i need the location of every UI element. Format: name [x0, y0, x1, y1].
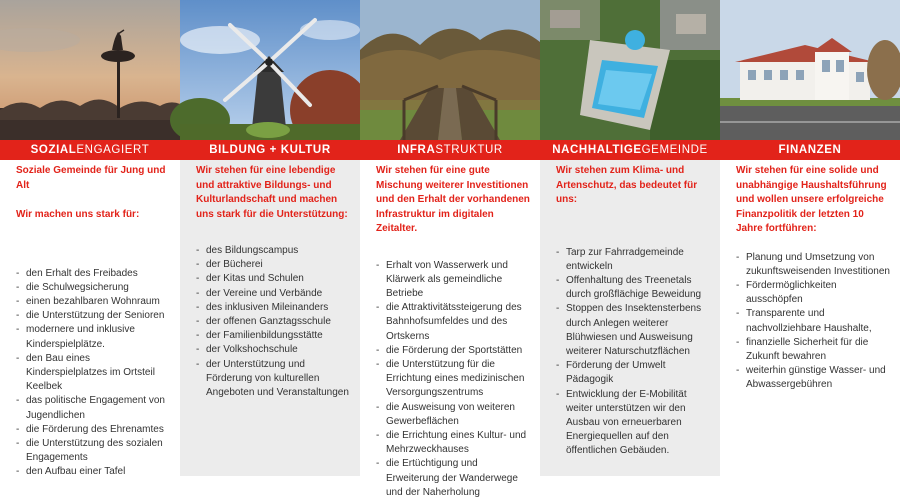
heading-bildung: BILDUNG + KULTUR [180, 140, 360, 160]
list-item: - die Unterstützung des sozialen Engagements [16, 437, 170, 465]
list-bildung [196, 244, 350, 400]
list-item: - das politische Engagement von Jugendlichen [16, 394, 170, 422]
list-item: - den Bau eines Kinderspielplatzes im Ortsteil Keelbek [16, 352, 170, 395]
list-item: - die Schulwegsicherung [16, 281, 170, 295]
list-finanzen [736, 251, 890, 393]
column-finanzen [720, 0, 900, 476]
list-item: - finanzielle Sicherheit für die Zukunft bewahren [736, 336, 890, 364]
pool-aerial-photo [540, 0, 720, 140]
list-item: - der offenen Ganztagsschule [196, 315, 350, 329]
list-item: - modernere und inklusive Kinderspielplätze. [16, 323, 170, 351]
intro-finanzen: Wir stehen für eine solide und unabhängige Haushaltsführung und wollen unsere erfolgreiche Finanzpolitik der letzten 10 Jahre fortführen: [736, 165, 887, 234]
bridge-photo [360, 0, 540, 140]
list-item: - die Ertüchtigung und Erweiterung der Wanderwege und der Naherholung [376, 457, 530, 500]
list-item: - weiterhin günstige Wasser- und Abwassergebühren [736, 364, 890, 392]
list-item: - der Bücherei [196, 258, 350, 272]
list-item: - die Förderung des Ehrenamtes [16, 423, 170, 437]
column-infrastruktur [360, 0, 540, 498]
list-item: - einen bezahlbaren Wohnraum [16, 295, 170, 309]
column-nachhaltig [540, 0, 720, 476]
list-sozial [16, 267, 170, 480]
windmill-photo [180, 0, 360, 140]
list-item: - Offenhaltung des Treenetals durch großflächige Beweidung [556, 274, 710, 302]
list-item: - Stoppen des Insektensterbens durch Anlegen weiterer Blühwiesen und Ausweisung weiterer Naturschutzflächen [556, 302, 710, 359]
list-item: - die Förderung der Sportstätten [376, 344, 530, 358]
list-item: - des inklusiven Mileinanders [196, 301, 350, 315]
intro-sozial: Soziale Gemeinde für Jung und Alt Wir machen uns stark für: [16, 165, 166, 220]
list-item: - der Familienbildungsstätte [196, 329, 350, 343]
list-item: - Tarp zur Fahrradgemeinde entwickeln [556, 246, 710, 274]
list-infrastruktur [376, 259, 530, 500]
list-item: - Transparente und nachvollziehbare Haushalte, [736, 307, 890, 335]
list-item: - Erhalt von Wasserwerk und Klärwerk als gemeindliche Betriebe [376, 259, 530, 302]
list-item: - Entwicklung der E-Mobilität weiter unterstützen wir den Ausbau von erneuerbaren Energiequellen auf den öffentlichen Gebäuden. [556, 388, 710, 459]
intro-bildung: Wir stehen für eine lebendige und attraktive Bildungs- und Kulturlandschaft und machen uns stark für die Unterstützung: [196, 165, 348, 220]
column-bildung [180, 0, 360, 476]
heading-finanzen: FINANZEN [720, 140, 900, 160]
list-item: - des Bildungscampus [196, 244, 350, 258]
column-sozial [0, 0, 180, 476]
list-item: - der Unterstützung und Förderung von kulturellen Angeboten und Veranstaltungen [196, 358, 350, 401]
list-item: - der Kitas und Schulen [196, 272, 350, 286]
heading-infrastruktur: INFRASTRUKTUR [360, 140, 540, 160]
list-item: - den Erhalt des Freibades [16, 267, 170, 281]
town-hall-photo [720, 0, 900, 140]
stork-nest-photo [0, 0, 180, 140]
list-item: - die Attraktivitätssteigerung des Bahnhofsumfeldes und des Ortskerns [376, 301, 530, 344]
list-item: - der Volkshochschule [196, 343, 350, 357]
list-nachhaltig [556, 246, 710, 459]
intro-infrastruktur: Wir stehen für eine gute Mischung weiterer Investitionen und den Erhalt der vorhandenen Infrastruktur im digitalen Zeitalter. [376, 165, 530, 234]
list-item: - die Unterstützung für die Errichtung eines medizinischen Versorgungszentrums [376, 358, 530, 401]
heading-nachhaltig: NACHHALTIGEGEMEINDE [540, 140, 720, 160]
list-item: - den Aufbau einer Tafel [16, 465, 170, 479]
list-item: - Fördermöglichkeiten ausschöpfen [736, 279, 890, 307]
list-item: - die Ausweisung von weiteren Gewerbeflächen [376, 401, 530, 429]
heading-sozial: SOZIALENGAGIERT [0, 140, 180, 160]
list-item: - Förderung der Umwelt Pädagogik [556, 359, 710, 387]
list-item: - der Vereine und Verbände [196, 287, 350, 301]
list-item: - die Unterstützung der Senioren [16, 309, 170, 323]
list-item: - Planung und Umsetzung von zukunftsweisenden Investitionen [736, 251, 890, 279]
list-item: - die Errichtung eines Kultur- und Mehrzweckhauses [376, 429, 530, 457]
intro-nachhaltig: Wir stehen zum Klima- und Artenschutz, das bedeutet für uns: [556, 165, 698, 205]
